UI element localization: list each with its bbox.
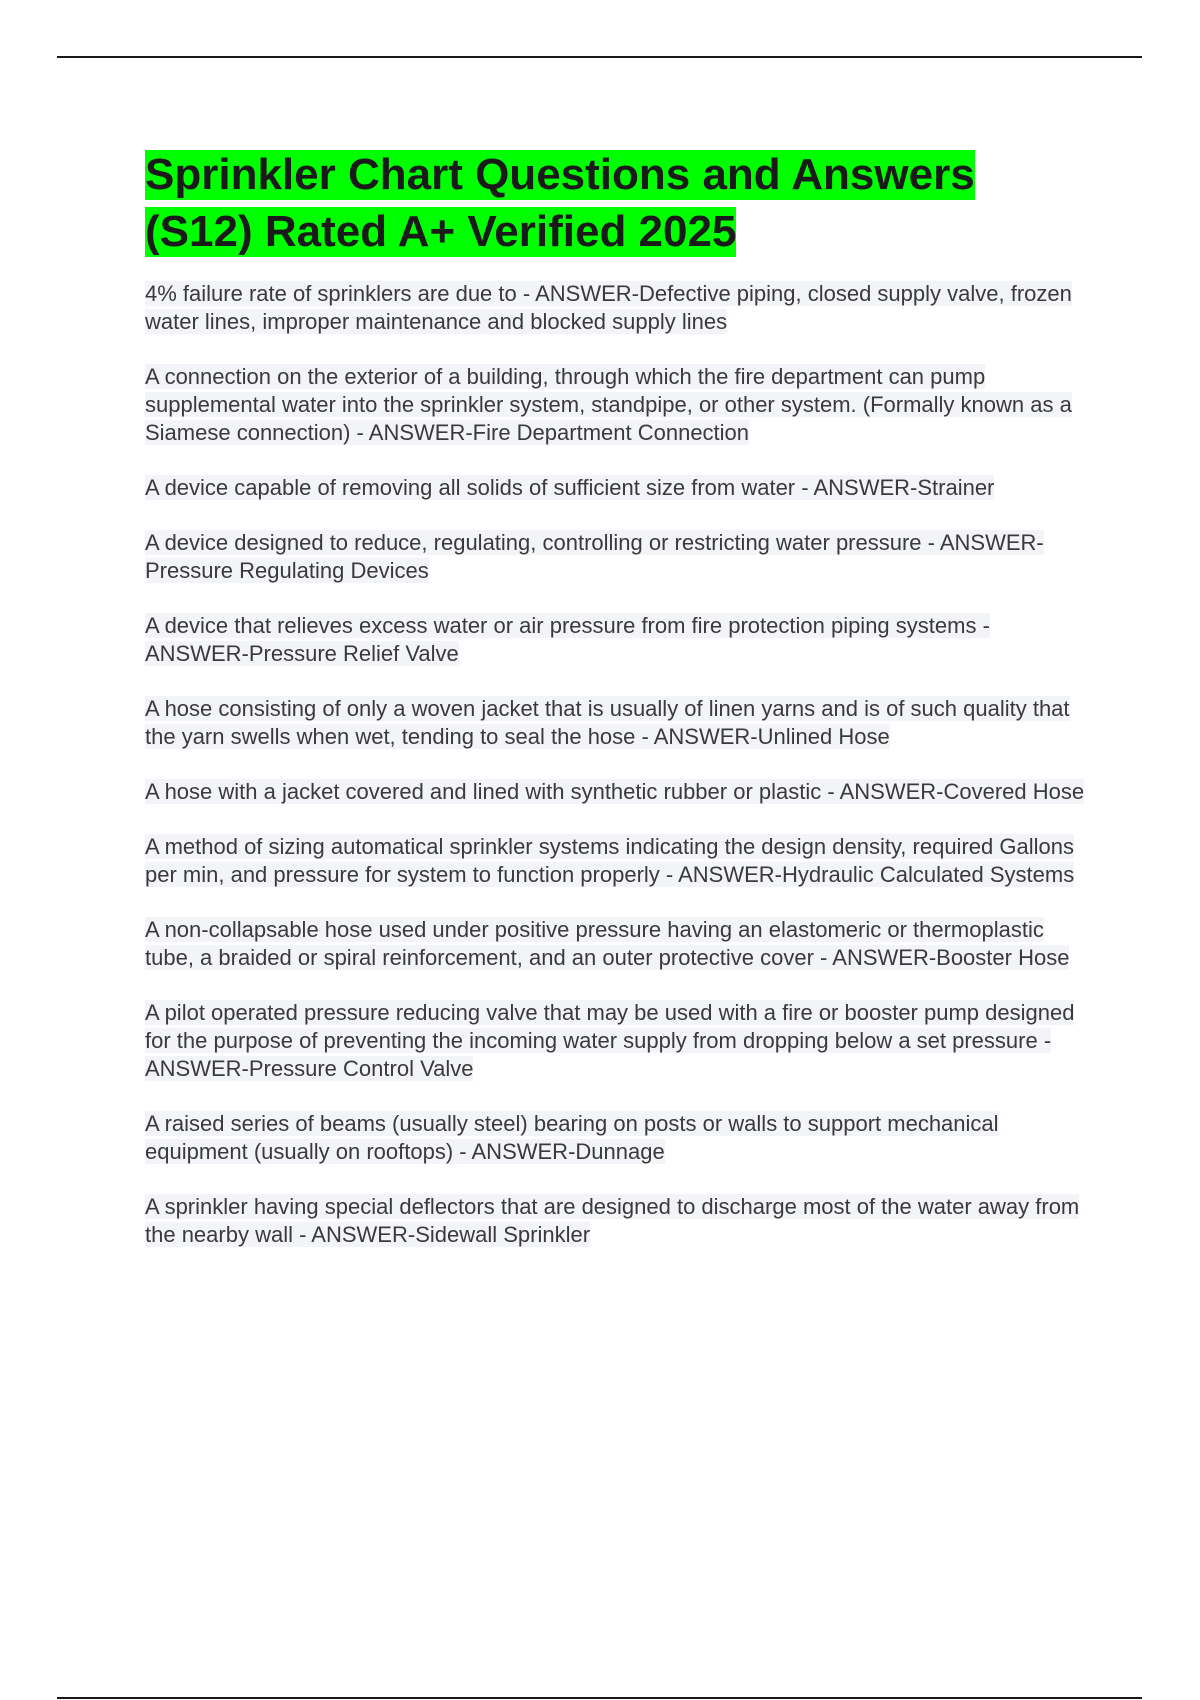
qa-item: A device designed to reduce, regulating, controlling or restricting water pressure - ANSWER-Pressure Regulating Devices (145, 530, 1044, 583)
header-rule (57, 56, 1142, 58)
document-title (145, 146, 1090, 260)
qa-item: A device that relieves excess water or air pressure from fire protection piping systems - ANSWER-Pressure Relief Valve (145, 613, 990, 666)
qa-item: 4% failure rate of sprinklers are due to - ANSWER-Defective piping, closed supply valve, frozen water lines, improper maintenance and blocked supply lines (145, 281, 1072, 334)
document-body (145, 146, 1090, 1276)
qa-item: A non-collapsable hose used under positive pressure having an elastomeric or thermoplastic tube, a braided or spiral reinforcement, and an outer protective cover - ANSWER-Booster Hose (145, 917, 1070, 970)
footer-rule (57, 1697, 1142, 1699)
qa-item: A hose consisting of only a woven jacket that is usually of linen yarns and is of such quality that the yarn swells when wet, tending to seal the hose - ANSWER-Unlined Hose (145, 696, 1070, 749)
qa-item: A device capable of removing all solids of sufficient size from water - ANSWER-Strainer (145, 475, 995, 500)
qa-item: A sprinkler having special deflectors that are designed to discharge most of the water away from the nearby wall - ANSWER-Sidewall Sprinkler (145, 1194, 1080, 1247)
qa-item: A pilot operated pressure reducing valve that may be used with a fire or booster pump designed for the purpose of preventing the incoming water supply from dropping below a set pressure - ANSWER-Pressure Control Valve (145, 1000, 1075, 1081)
document-title-text: Sprinkler Chart Questions and Answers (S12) Rated A+ Verified 2025 (145, 150, 975, 256)
qa-item: A raised series of beams (usually steel) bearing on posts or walls to support mechanical equipment (usually on rooftops) - ANSWER-Dunnage (145, 1111, 999, 1164)
qa-item: A hose with a jacket covered and lined with synthetic rubber or plastic - ANSWER-Covered Hose (145, 779, 1085, 804)
qa-item: A method of sizing automatical sprinkler systems indicating the design density, required Gallons per min, and pressure for system to function properly - ANSWER-Hydraulic Calculated Systems (145, 834, 1075, 887)
qa-item: A connection on the exterior of a building, through which the fire department can pump supplemental water into the sprinkler system, standpipe, or other system. (Formally known as a Siamese connection) - ANSWER-Fire Department Connection (145, 364, 1072, 445)
